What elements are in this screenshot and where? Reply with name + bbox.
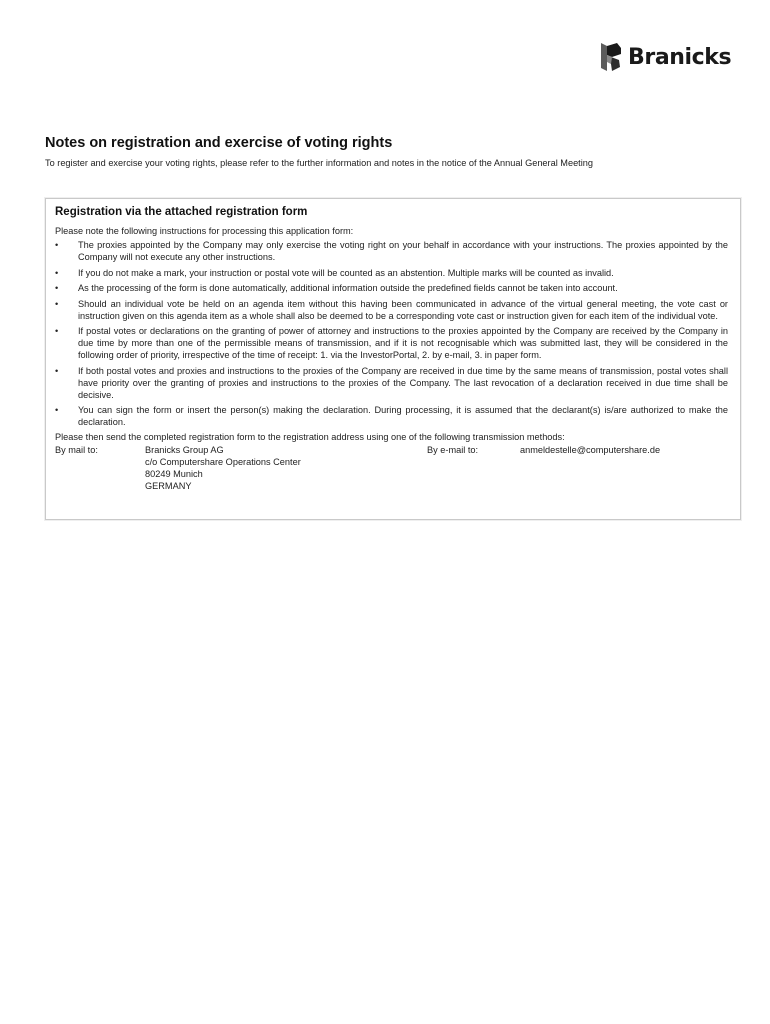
email-label: By e-mail to: (427, 444, 479, 455)
send-instructions: Please then send the completed registration form to the registration address using one of the following transmission methods: (55, 431, 565, 442)
mail-label: By mail to: (55, 444, 98, 455)
list-item (55, 325, 728, 361)
brand-name: Branicks (628, 44, 732, 70)
section-lead: Please note the following instructions for processing this application form: (55, 226, 354, 236)
list-item (55, 267, 728, 279)
bullet: • (55, 283, 59, 293)
list-item-text: If both postal votes and proxies and instructions to the proxies of the Company are received in due time by the same means of transmission, postal votes shall have priority over the granting of proxies and instructions to the proxies of the Company. The last revocation of a declaration received in due time shall be decisive. (78, 365, 728, 400)
mail-address-line: c/o Computershare Operations Center (145, 456, 301, 467)
mail-address-line: 80249 Munich (145, 468, 203, 479)
bullet: • (55, 298, 59, 309)
bullet: • (55, 326, 59, 336)
bullet: • (55, 365, 59, 376)
list-item (55, 298, 728, 322)
list-item (55, 239, 728, 263)
mail-address (145, 444, 427, 492)
intro-text: To register and exercise your voting rights, please refer to the further information and notes in the notice of the Annual General Meeting (45, 158, 593, 168)
list-item (55, 282, 728, 294)
bullet: • (55, 405, 59, 415)
page-title: Notes on registration and exercise of voting rights (45, 135, 393, 151)
list-item-text: You can sign the form or insert the person(s) making the declaration. During processing, it is assumed that the declarant(s) is/are authorized to make the declaration. (78, 405, 728, 427)
instruction-list (55, 239, 728, 428)
mail-address-line: Branicks Group AG (145, 444, 224, 455)
bullet: • (55, 240, 59, 250)
section-title: Registration via the attached registration form (55, 206, 308, 218)
registration-section (45, 198, 741, 520)
mail-address-line: GERMANY (145, 480, 192, 491)
list-item-text: If postal votes or declarations on the granting of power of attorney and instructions to the proxies appointed by the Company are received by the Company in due time by more than one of the permissible means of transmission, and if it is not recognisable which was submitted last, they will be considered in the following order of priority, irrespective of the time of receipt: 1. via the InvestorPortal, 2. by e-mail, 3. in paper form. (78, 326, 728, 360)
list-item-text: The proxies appointed by the Company may only exercise the voting right on your behalf in accordance with your instructions. The proxies appointed by the Company will not execute any other instructions. (78, 240, 728, 262)
list-item-text: As the processing of the form is done automatically, additional information outside the predefined fields cannot be taken into account. (78, 283, 618, 293)
address-block (55, 444, 728, 492)
brand-logo (598, 40, 731, 74)
email-address[interactable]: anmeldestelle@computershare.de (520, 444, 661, 455)
list-item-text: Should an individual vote be held on an agenda item without this having been communicated in advance of the virtual general meeting, the vote cast or instruction given on this agenda item as a whole shall also be deemed to be a corresponding vote cast or instruction given for each item of the individual vote. (78, 298, 728, 321)
list-item (55, 365, 728, 401)
bullet: • (55, 267, 59, 278)
list-item-text: If you do not make a mark, your instruction or postal vote will be counted as an abstention. Multiple marks will be counted as invalid. (78, 267, 614, 278)
list-item (55, 404, 728, 428)
branicks-logo-mark-icon (598, 42, 622, 72)
